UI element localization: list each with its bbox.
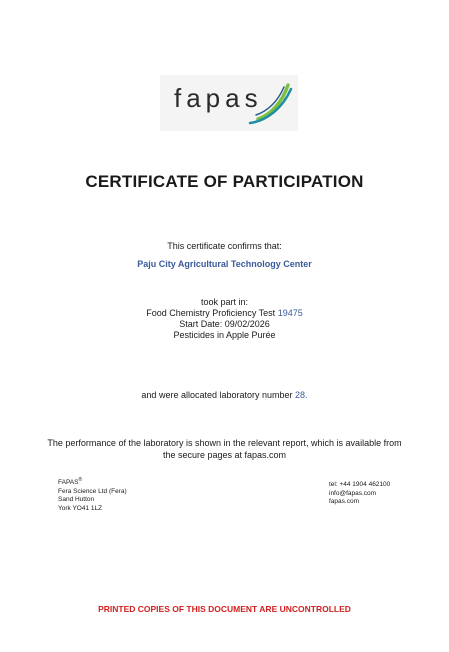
start-date: Start Date: 09/02/2026 [179,319,270,329]
address-line: York YO41 1LZ [58,504,103,512]
test-prefix: Food Chemistry Proficiency Test [146,308,276,318]
allocation-line [0,390,449,401]
certificate-title: CERTIFICATE OF PARTICIPATION [85,172,364,191]
test-line [0,308,449,319]
org-label: FAPAS [58,479,79,487]
address-line: Fera Science Ltd (Fera) [58,487,127,495]
address-line: Sand Hutton [58,496,95,504]
test-subject: Pesticides in Apple Purée [173,330,276,340]
lab-number: 28 [295,390,306,400]
performance-line-2: the secure pages at fapas.com [162,450,287,460]
allocation-suffix: . [305,390,308,400]
website-text: fapas.com [329,498,359,505]
fapas-logo [160,75,298,131]
participant-name: Paju City Agricultural Technology Center [137,259,312,269]
took-part-text: took part in: [200,297,249,307]
allocation-prefix: and were allocated laboratory number [141,390,293,400]
org-name [58,476,127,488]
confirm-text: This certificate confirms that: [167,241,282,251]
address-left [58,476,127,513]
performance-line-1: The performance of the laboratory is shown in the relevant report, which is available from [47,438,402,448]
test-number: 19475 [277,308,303,318]
phone-text: tel: +44 1904 462100 [329,481,391,488]
uncontrolled-notice: PRINTED COPIES OF THIS DOCUMENT ARE UNCONTROLLED [98,604,351,614]
registered-mark: ® [78,477,83,483]
address-right [329,481,390,507]
logo-text: fapas [174,83,263,113]
email-text: info@fapas.com [329,489,377,497]
